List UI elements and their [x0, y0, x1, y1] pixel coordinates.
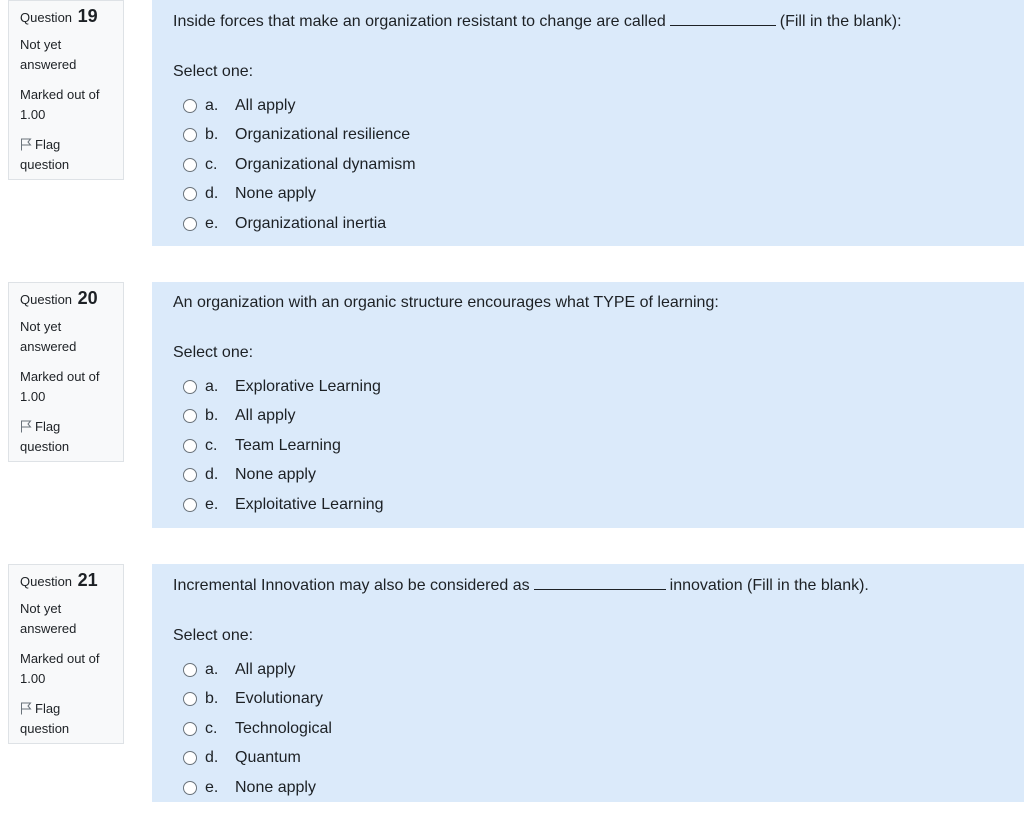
- option-letter: a.: [205, 96, 219, 114]
- flag-line-2: question: [20, 157, 70, 172]
- flag-icon: [20, 420, 32, 433]
- option-text[interactable]: None apply: [235, 778, 316, 796]
- option-letter: b.: [205, 407, 219, 425]
- question-number-label: [20, 289, 113, 311]
- option-letter: d.: [205, 749, 219, 767]
- question-text-before: Incremental Innovation may also be considered as: [173, 577, 530, 594]
- flag-question-link[interactable]: [20, 417, 113, 457]
- question-text: [173, 564, 1024, 596]
- option-text[interactable]: All apply: [235, 96, 296, 114]
- answer-option-c[interactable]: [173, 150, 1024, 180]
- answer-option-c[interactable]: [173, 714, 1024, 744]
- option-text[interactable]: Quantum: [235, 749, 301, 767]
- option-letter: b.: [205, 690, 219, 708]
- answer-options: [173, 91, 1024, 239]
- question-text-before: An organization with an organic structure encourages what TYPE of learning:: [173, 294, 719, 311]
- answer-option-d[interactable]: [173, 744, 1024, 774]
- select-one-prompt: Select one:: [173, 344, 254, 361]
- question-content: [152, 564, 1024, 802]
- flag-line-1: Flag: [35, 701, 61, 716]
- flag-question-link[interactable]: [20, 699, 113, 739]
- radio-button[interactable]: [183, 439, 197, 453]
- answer-option-b[interactable]: [173, 685, 1024, 715]
- question-number: 19: [77, 6, 98, 26]
- fill-in-blank: [534, 575, 666, 590]
- state-line-1: Not yet: [20, 319, 62, 334]
- radio-button[interactable]: [183, 722, 197, 736]
- question-text: [173, 282, 1024, 313]
- question-text: [173, 0, 1024, 32]
- flag-line-1: Flag: [35, 137, 61, 152]
- answer-option-e[interactable]: [173, 209, 1024, 239]
- question-21: [0, 564, 1024, 824]
- radio-button[interactable]: [183, 468, 197, 482]
- option-text[interactable]: Organizational resilience: [235, 126, 411, 144]
- question-info: [8, 0, 124, 180]
- fill-in-blank: [670, 11, 776, 26]
- question-state: [20, 317, 113, 357]
- question-20: [0, 282, 1024, 542]
- option-letter: a.: [205, 660, 219, 678]
- grade-line-1: Marked out of: [20, 369, 100, 384]
- answer-option-a[interactable]: [173, 655, 1024, 685]
- question-label: Question: [20, 292, 73, 307]
- radio-button[interactable]: [183, 409, 197, 423]
- option-letter: c.: [205, 719, 218, 737]
- flag-line-2: question: [20, 439, 70, 454]
- flag-question-link[interactable]: [20, 135, 113, 175]
- question-label: Question: [20, 10, 73, 25]
- option-text[interactable]: Organizational inertia: [235, 214, 387, 232]
- grade-line-1: Marked out of: [20, 87, 100, 102]
- state-line-1: Not yet: [20, 37, 62, 52]
- radio-button[interactable]: [183, 187, 197, 201]
- question-text-after: (Fill in the blank):: [779, 13, 902, 30]
- answer-option-b[interactable]: [173, 121, 1024, 151]
- select-one-prompt: Select one:: [173, 63, 254, 80]
- radio-button[interactable]: [183, 498, 197, 512]
- option-letter: c.: [205, 155, 218, 173]
- answer-option-e[interactable]: [173, 773, 1024, 803]
- question-number-label: [20, 7, 113, 29]
- question-grade: [20, 649, 113, 689]
- question-number: 20: [77, 288, 98, 308]
- question-text-before: Inside forces that make an organization resistant to change are called: [173, 13, 666, 30]
- question-content: [152, 282, 1024, 528]
- question-grade: [20, 367, 113, 407]
- option-text[interactable]: None apply: [235, 185, 316, 203]
- answer-option-c[interactable]: [173, 431, 1024, 461]
- option-text[interactable]: Evolutionary: [235, 690, 324, 708]
- option-letter: c.: [205, 436, 218, 454]
- radio-button[interactable]: [183, 380, 197, 394]
- option-letter: d.: [205, 185, 219, 203]
- answer-option-a[interactable]: [173, 372, 1024, 402]
- select-one-prompt: Select one:: [173, 627, 254, 644]
- question-19: [0, 0, 1024, 260]
- option-text[interactable]: All apply: [235, 660, 296, 678]
- answer-option-e[interactable]: [173, 490, 1024, 520]
- grade-line-1: Marked out of: [20, 651, 100, 666]
- radio-button[interactable]: [183, 663, 197, 677]
- question-number: 21: [77, 570, 98, 590]
- flag-line-2: question: [20, 721, 70, 736]
- question-label: Question: [20, 574, 73, 589]
- radio-button[interactable]: [183, 781, 197, 795]
- option-letter: e.: [205, 214, 219, 232]
- answer-options: [173, 372, 1024, 520]
- option-text[interactable]: Explorative Learning: [235, 377, 381, 395]
- answer-option-d[interactable]: [173, 180, 1024, 210]
- grade-line-2: 1.00: [20, 389, 46, 404]
- state-line-2: answered: [20, 339, 77, 354]
- radio-button[interactable]: [183, 751, 197, 765]
- option-letter: b.: [205, 126, 219, 144]
- question-info: [8, 564, 124, 744]
- option-letter: e.: [205, 778, 219, 796]
- grade-line-2: 1.00: [20, 107, 46, 122]
- question-number-label: [20, 571, 113, 593]
- answer-option-d[interactable]: [173, 461, 1024, 491]
- question-content: [152, 0, 1024, 246]
- option-text[interactable]: Technological: [235, 719, 332, 737]
- question-grade: [20, 85, 113, 125]
- option-text[interactable]: Organizational dynamism: [235, 155, 416, 173]
- radio-button[interactable]: [183, 99, 197, 113]
- option-letter: a.: [205, 377, 219, 395]
- question-state: [20, 599, 113, 639]
- flag-icon: [20, 702, 32, 715]
- grade-line-2: 1.00: [20, 671, 46, 686]
- flag-icon: [20, 138, 32, 151]
- radio-button[interactable]: [183, 158, 197, 172]
- option-text[interactable]: None apply: [235, 466, 316, 484]
- option-letter: d.: [205, 466, 219, 484]
- answer-option-a[interactable]: [173, 91, 1024, 121]
- option-text[interactable]: All apply: [235, 407, 296, 425]
- option-text[interactable]: Exploitative Learning: [235, 495, 384, 513]
- state-line-2: answered: [20, 621, 77, 636]
- state-line-2: answered: [20, 57, 77, 72]
- flag-line-1: Flag: [35, 419, 61, 434]
- question-info: [8, 282, 124, 462]
- answer-option-b[interactable]: [173, 402, 1024, 432]
- option-letter: e.: [205, 495, 219, 513]
- option-text[interactable]: Team Learning: [235, 436, 341, 454]
- radio-button[interactable]: [183, 217, 197, 231]
- state-line-1: Not yet: [20, 601, 62, 616]
- radio-button[interactable]: [183, 692, 197, 706]
- radio-button[interactable]: [183, 128, 197, 142]
- question-text-after: innovation (Fill in the blank).: [669, 577, 869, 594]
- answer-options: [173, 655, 1024, 803]
- question-state: [20, 35, 113, 75]
